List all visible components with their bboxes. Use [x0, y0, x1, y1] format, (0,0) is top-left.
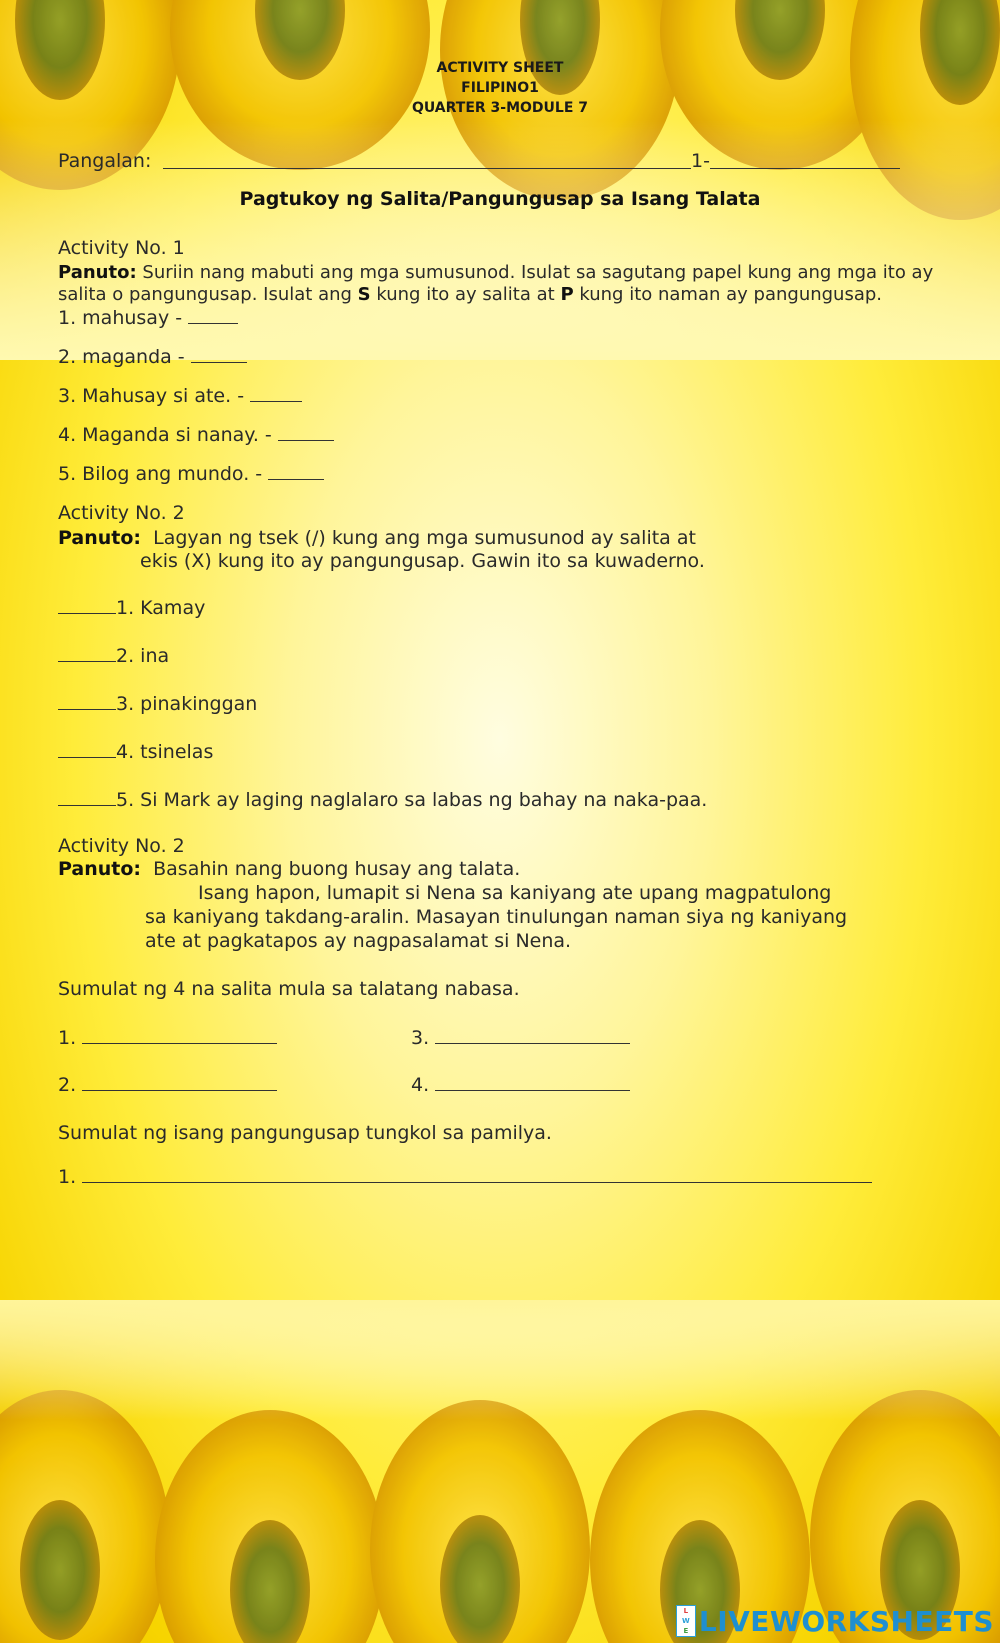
activity1-instruction-line1	[58, 262, 933, 283]
header-line-2: FILIPINO1	[461, 80, 539, 96]
activity1-item-1	[58, 307, 238, 329]
name-field[interactable]	[163, 168, 691, 169]
section-label: 1-	[691, 150, 710, 172]
item-text: 5. Bilog ang mundo. -	[58, 463, 269, 485]
answer-blank[interactable]	[82, 1181, 872, 1183]
item-text: 1. mahusay -	[58, 307, 189, 329]
answer-blank[interactable]	[82, 1089, 277, 1091]
answer-blank[interactable]	[191, 361, 247, 363]
answer-blank[interactable]	[435, 1042, 630, 1044]
paragraph-line-3: ate at pagkatapos ay nagpasalamat si Nena.	[145, 930, 572, 952]
instruction-p: P	[560, 284, 574, 305]
blank-number: 2.	[58, 1074, 77, 1096]
activity1-item-3	[58, 385, 302, 407]
answer-blank[interactable]	[268, 478, 324, 480]
liveworksheets-logo[interactable]	[676, 1604, 994, 1638]
answer-blank[interactable]	[188, 322, 238, 324]
task-write-words: Sumulat ng 4 na salita mula sa talatang nabasa.	[58, 978, 520, 1000]
panuto-label: Panuto:	[58, 527, 142, 549]
answer-blank[interactable]	[58, 756, 116, 758]
paragraph-line-2: sa kaniyang takdang-aralin. Masayan tinulungan naman siya ng kaniyang	[145, 906, 848, 928]
activity1-heading: Activity No. 1	[58, 237, 185, 259]
logo-letter: E	[683, 1627, 689, 1635]
header-line-3: QUARTER 3-MODULE 7	[411, 100, 589, 116]
activity2-item-2	[58, 645, 169, 667]
answer-blank[interactable]	[435, 1089, 630, 1091]
answer-blank[interactable]	[250, 400, 302, 402]
word-blank-4	[411, 1074, 630, 1096]
activity2-instruction-line1	[58, 527, 696, 549]
activity1-instruction-text: Suriin nang mabuti ang mga sumusunod. Isulat sa sagutang papel kung ang mga ito ay	[142, 262, 934, 283]
activity2-item-1	[58, 597, 205, 619]
activity2-instruction-line2: ekis (X) kung ito ay pangungusap. Gawin ito sa kuwaderno.	[140, 550, 705, 572]
word-blank-3	[411, 1027, 630, 1049]
answer-blank[interactable]	[82, 1042, 277, 1044]
panuto-label: Panuto:	[58, 858, 142, 880]
word-blank-2	[58, 1074, 277, 1096]
name-label: Pangalan:	[58, 150, 152, 172]
answer-blank[interactable]	[278, 439, 334, 441]
item-text: 1. Kamay	[116, 597, 206, 619]
activity2-heading: Activity No. 2	[58, 502, 185, 524]
instruction-part: kung ito naman ay pangungusap.	[573, 284, 883, 305]
activity3-heading: Activity No. 2	[58, 835, 185, 857]
answer-blank[interactable]	[58, 660, 116, 662]
activity2-item-4	[58, 741, 213, 763]
activity2-item-3	[58, 693, 257, 715]
activity1-item-2	[58, 346, 247, 368]
item-text: 5. Si Mark ay laging naglalaro sa labas ng bahay na naka-paa.	[116, 789, 708, 811]
answer-blank[interactable]	[58, 708, 116, 710]
task-write-sentence: Sumulat ng isang pangungusap tungkol sa pamilya.	[58, 1122, 552, 1144]
instruction-part: kung ito ay salita at	[370, 284, 561, 305]
paragraph-line-1: Isang hapon, lumapit si Nena sa kaniyang ate upang magpatulong	[198, 882, 832, 904]
logo-letter: L	[683, 1607, 689, 1615]
answer-blank[interactable]	[58, 612, 116, 614]
header-line-1: ACTIVITY SHEET	[436, 60, 564, 76]
blank-number: 1.	[58, 1166, 77, 1188]
activity1-instruction-line2	[58, 284, 882, 305]
activity1-item-4	[58, 424, 334, 446]
word-blank-1	[58, 1027, 277, 1049]
blank-number: 4.	[411, 1074, 430, 1096]
activity1-item-5	[58, 463, 324, 485]
activity3-instruction	[58, 858, 520, 880]
activity2-item-5	[58, 789, 707, 811]
page-title: Pagtukoy ng Salita/Pangungusap sa Isang Talata	[239, 188, 761, 210]
sentence-blank	[58, 1166, 872, 1188]
answer-blank[interactable]	[58, 804, 116, 806]
instruction-text: Lagyan ng tsek (/) kung ang mga sumusunod ay salita at	[153, 527, 696, 549]
section-field[interactable]	[710, 168, 900, 169]
instruction-part: salita o pangungusap. Isulat ang	[58, 284, 358, 305]
item-text: 3. Mahusay si ate. -	[58, 385, 251, 407]
instruction-text: Basahin nang buong husay ang talata.	[153, 858, 521, 880]
logo-letter: W	[682, 1617, 690, 1625]
item-text: 3. pinakinggan	[116, 693, 258, 715]
item-text: 4. Maganda si nanay. -	[58, 424, 278, 446]
item-text: 2. maganda -	[58, 346, 191, 368]
logo-icon	[676, 1605, 696, 1637]
panuto-label: Panuto:	[58, 262, 137, 283]
blank-number: 3.	[411, 1027, 430, 1049]
instruction-s: S	[357, 284, 371, 305]
item-text: 4. tsinelas	[116, 741, 214, 763]
logo-text: LIVEWORKSHEETS	[698, 1604, 994, 1638]
blank-number: 1.	[58, 1027, 77, 1049]
item-text: 2. ina	[116, 645, 170, 667]
